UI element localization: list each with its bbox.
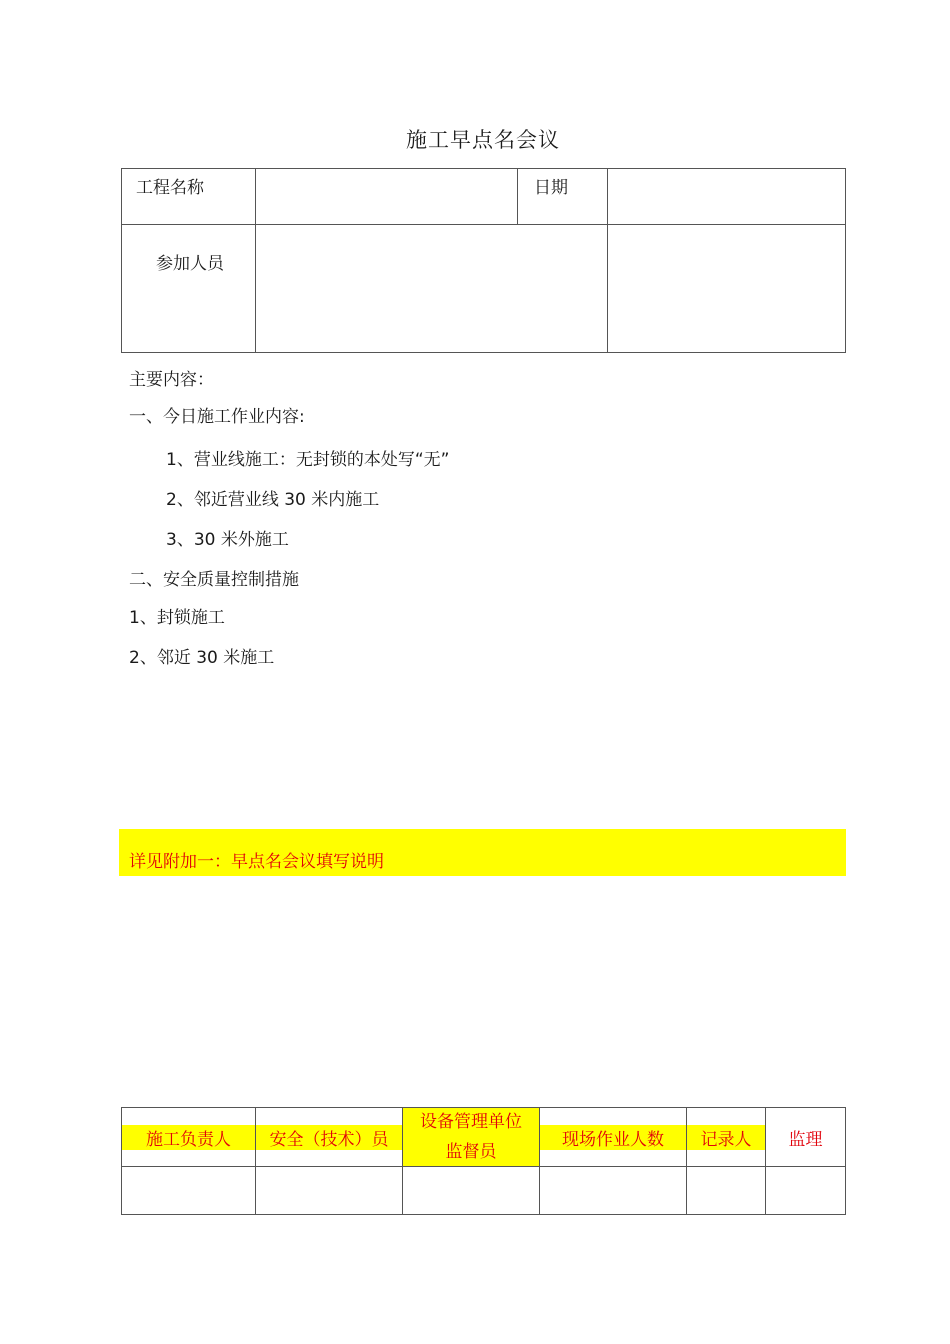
participants-label: 参加人员 <box>122 225 256 353</box>
signature-cell[interactable] <box>256 1167 403 1215</box>
header-equipment-unit: 设备管理单位 <box>420 1112 522 1132</box>
section2-item: 2、邻近 30 米施工 <box>129 648 275 668</box>
project-name-field[interactable] <box>256 169 518 225</box>
section2-heading: 二、安全质量控制措施 <box>129 570 299 590</box>
date-label: 日期 <box>518 169 608 225</box>
signature-cell[interactable] <box>687 1167 766 1215</box>
section1-item: 1、营业线施工：无封锁的本处写“无” <box>166 450 450 470</box>
header-safety-officer: 安全（技术）员 <box>256 1108 403 1167</box>
highlight-note <box>119 829 846 876</box>
date-field[interactable] <box>608 169 846 225</box>
highlight-note-text: 详见附加一：早点名会议填写说明 <box>129 852 384 872</box>
header-equipment-supervisor <box>403 1108 540 1167</box>
header-supervision: 监理 <box>766 1108 846 1167</box>
project-name-label: 工程名称 <box>122 169 256 225</box>
section1-heading: 一、今日施工作业内容: <box>129 407 305 427</box>
header-recorder: 记录人 <box>687 1108 766 1167</box>
section1-item: 3、30 米外施工 <box>166 530 289 550</box>
section1-item: 2、邻近营业线 30 米内施工 <box>166 490 380 510</box>
signature-cell[interactable] <box>122 1167 256 1215</box>
main-content-label: 主要内容： <box>129 370 214 390</box>
signature-cell[interactable] <box>766 1167 846 1215</box>
page-title: 施工早点名会议 <box>406 128 560 152</box>
participants-extra-field[interactable] <box>608 225 846 353</box>
signature-table <box>121 1107 846 1215</box>
signature-cell[interactable] <box>403 1167 540 1215</box>
section2-item: 1、封锁施工 <box>129 608 225 628</box>
header-construction-leader: 施工负责人 <box>122 1108 256 1167</box>
signature-cell[interactable] <box>540 1167 687 1215</box>
header-onsite-workers: 现场作业人数 <box>540 1108 687 1167</box>
header-supervisor: 监督员 <box>445 1142 497 1162</box>
participants-field[interactable] <box>256 225 608 353</box>
header-table <box>121 168 846 353</box>
